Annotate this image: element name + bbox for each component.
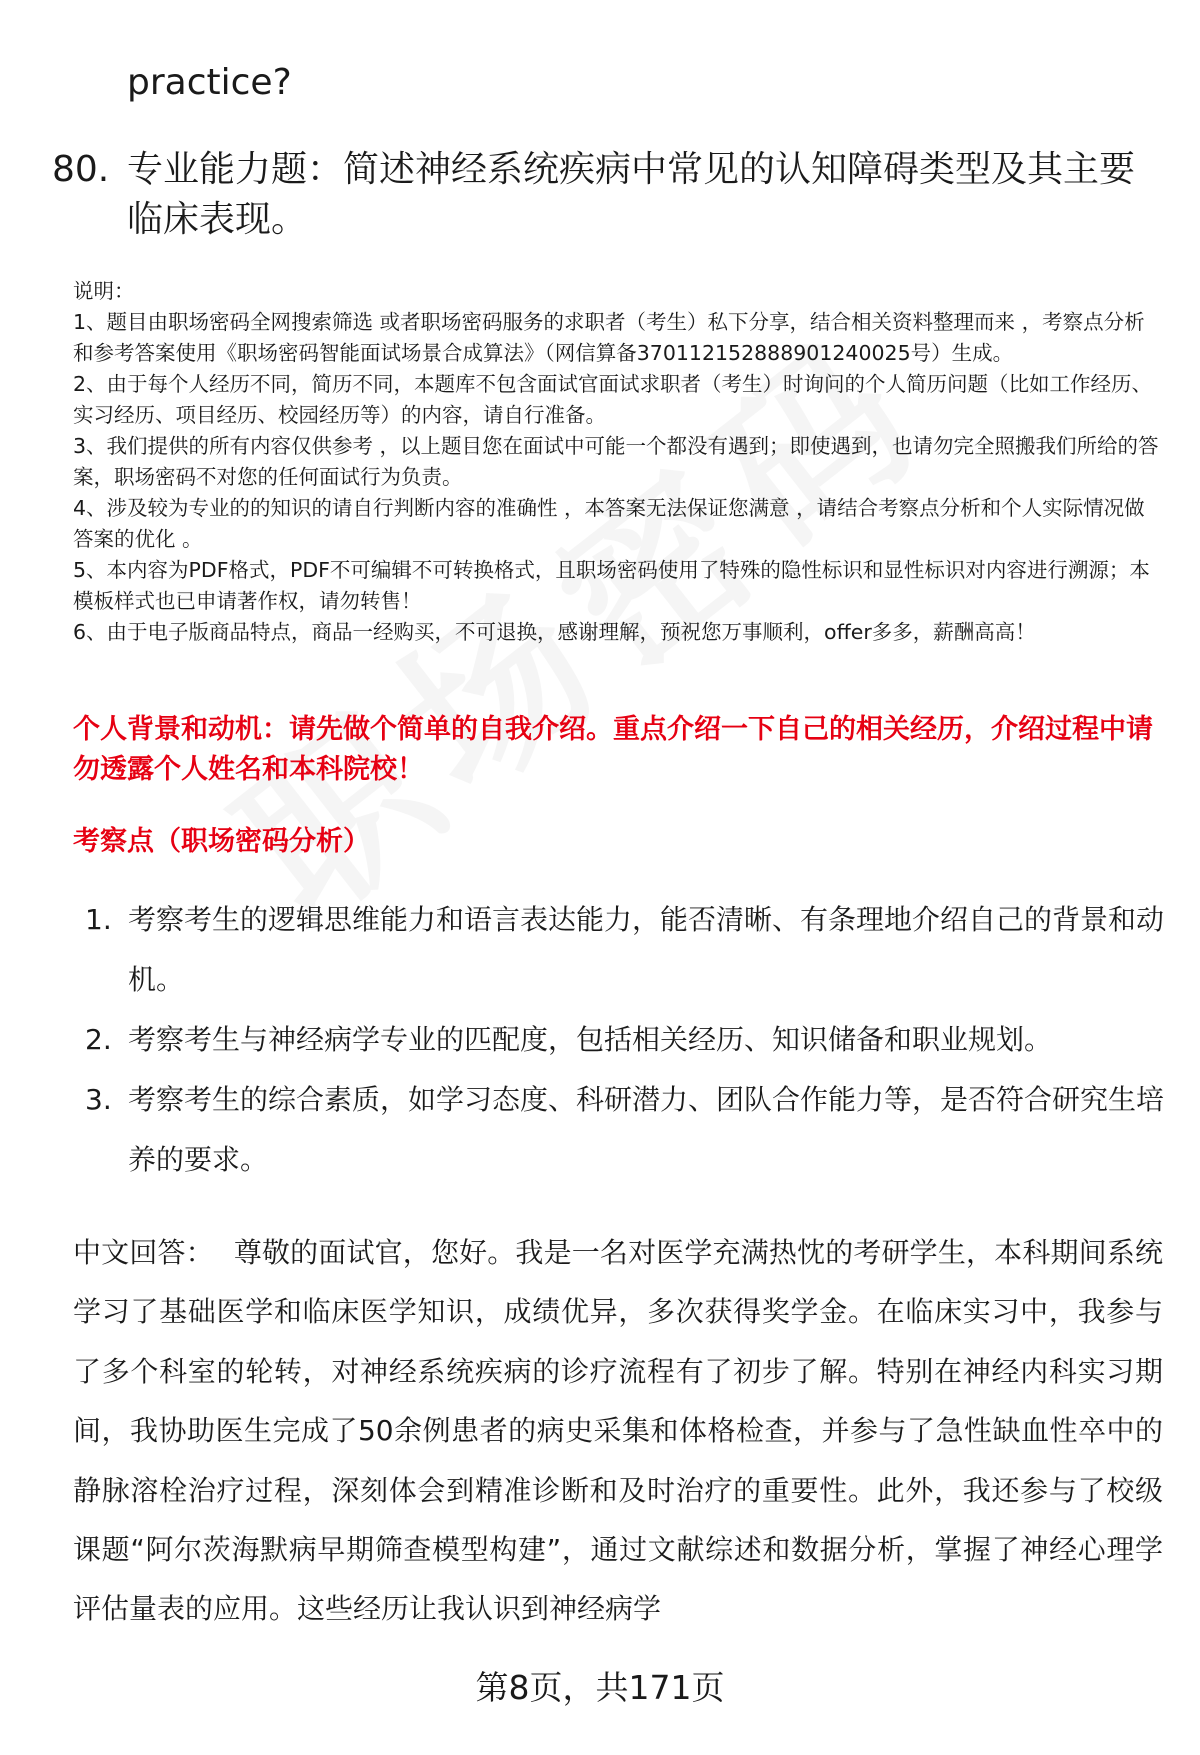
- point-number: 2.: [85, 1023, 112, 1056]
- answer-text: 尊敬的面试官，您好。我是一名对医学充满热忱的考研学生，本科期间系统学习了基础医学和临床医学知识，成绩优异，多次获得奖学金。在临床实习中，我参与了多个科室的轮转，对神经系统疾病的诊疗流程有了初步了解。特别在神经内科实习期间，我协助医生完成了50余例患者的病史采集和体格检查，并参与了急性缺血性卒中的静脉溶栓治疗过程，深刻体会到精准诊断和及时治疗的重要性。此外，我还参与了校级课题“阿尔茨海默病早期筛查模型构建”，通过文献综述和数据分析，掌握了神经心理学评估量表的应用。这些经历让我认识到神经病学: [73, 1236, 1163, 1626]
- analysis-point: [85, 1010, 1165, 1070]
- answer-label: 中文回答：: [73, 1236, 214, 1269]
- analysis-point: [85, 890, 1165, 1010]
- notes-section: [73, 276, 1163, 648]
- analysis-points: [85, 890, 1165, 1190]
- question-text: 专业能力题：简述神经系统疾病中常见的认知障碍类型及其主要临床表现。: [127, 149, 1136, 240]
- note-item: 2、由于每个人经历不同，简历不同，本题库不包含面试官面试求职者（考生）时询问的个人简历问题（比如工作经历、实习经历、项目经历、校园经历等）的内容，请自行准备。: [73, 372, 1153, 427]
- note-item: 5、本内容为PDF格式，PDF不可编辑不可转换格式，且职场密码使用了特殊的隐性标识和显性标识对内容进行溯源；本模板样式也已申请著作权，请勿转售！: [73, 558, 1150, 613]
- note-item: 6、由于电子版商品特点，商品一经购买，不可退换，感谢理解，预祝您万事顺利，offer多多，薪酬高高！: [73, 620, 1036, 644]
- page-footer: 第8页，共171页: [475, 1668, 725, 1707]
- question-number: 80.: [52, 149, 110, 190]
- interview-prompt: 个人背景和动机：请先做个简单的自我介绍。重点介绍一下自己的相关经历，介绍过程中请勿透露个人姓名和本科院校！: [73, 714, 1153, 785]
- analysis-title: 考察点（职场密码分析）: [73, 826, 370, 857]
- notes-title: 说明：: [73, 279, 135, 303]
- point-text: 考察考生的逻辑思维能力和语言表达能力，能否清晰、有条理地介绍自己的背景和动机。: [128, 903, 1165, 996]
- answer-paragraph: [73, 1223, 1163, 1639]
- point-text: 考察考生的综合素质，如学习态度、科研潜力、团队合作能力等，是否符合研究生培养的要求。: [128, 1083, 1165, 1176]
- note-item: 3、我们提供的所有内容仅供参考 ，以上题目您在面试中可能一个都没有遇到；即使遇到，也请勿完全照搬我们所给的答案，职场密码不对您的任何面试行为负责。: [73, 434, 1159, 489]
- note-item: 1、题目由职场密码全网搜索筛选 或者职场密码服务的求职者（考生）私下分享，结合相关资料整理而来 ，考察点分析和参考答案使用《职场密码智能面试场景合成算法》（网信算备370112152888901240025号）生成。: [73, 310, 1145, 365]
- note-item: 4、涉及较为专业的的知识的请自行判断内容的准确性 ，本答案无法保证您满意 ，请结合考察点分析和个人实际情况做答案的优化 。: [73, 496, 1145, 551]
- point-number: 3.: [85, 1083, 112, 1116]
- previous-question-continuation: practice?: [127, 62, 292, 103]
- point-text: 考察考生与神经病学专业的匹配度，包括相关经历、知识储备和职业规划。: [128, 1023, 1053, 1056]
- analysis-point: [85, 1070, 1165, 1190]
- point-number: 1.: [85, 903, 112, 936]
